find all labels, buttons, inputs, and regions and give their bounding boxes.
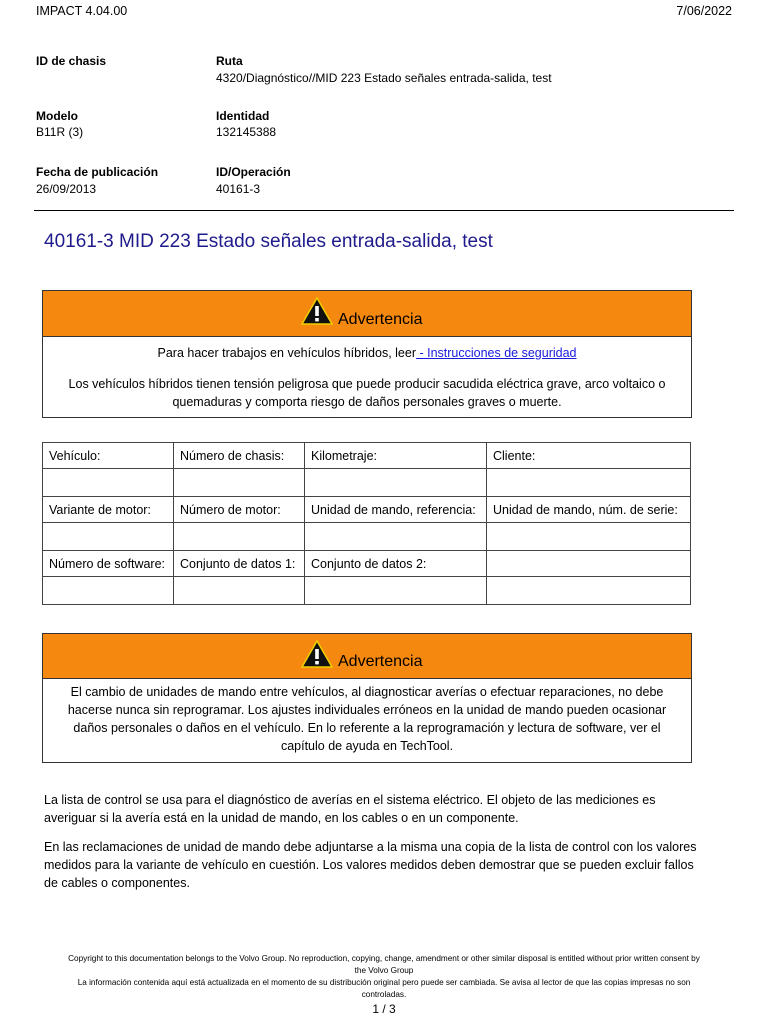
paragraph-claims	[44, 838, 709, 892]
table-cell-empty[interactable]	[487, 577, 691, 605]
table-cell-empty[interactable]	[43, 523, 174, 551]
warning-triangle-icon	[301, 297, 333, 325]
warning-line: daños personales o daños en el vehículo. En lo referente a la reprogramación y lectura de software, ver el	[73, 721, 661, 735]
table-cell: Cliente:	[487, 443, 691, 469]
paragraph-line: medidos para la variante de vehículo en cuestión. Los valores medidos deben demostrar que se pueden excluir fallos	[44, 858, 694, 872]
warning-box-hybrid	[42, 290, 692, 418]
table-row-empty	[43, 469, 691, 497]
warning-body	[43, 679, 691, 755]
app-version: IMPACT 4.04.00	[36, 4, 128, 18]
table-cell-empty[interactable]	[305, 523, 487, 551]
header-divider	[34, 210, 734, 211]
paragraph-line: averiguar si la avería está en la unidad de mando, en los cables o en un componente.	[44, 811, 519, 825]
operation-id-label: ID/Operación	[216, 165, 291, 179]
page-title: 40161-3 MID 223 Estado señales entrada-salida, test	[44, 231, 493, 252]
route-label: Ruta	[216, 54, 243, 68]
paragraph-checklist	[44, 791, 709, 827]
safety-instructions-link[interactable]: - Instrucciones de seguridad	[415, 346, 577, 360]
footer-info: La información contenida aquí está actualizada en el momento de su distribución original pero puede ser cambiada. Se avisa al lector de que las copias impresas no son	[77, 978, 691, 987]
table-cell-empty[interactable]	[487, 523, 691, 551]
table-cell: Vehículo:	[43, 443, 174, 469]
paragraph-line: La lista de control se usa para el diagnóstico de averías en el sistema eléctrico. El objeto de las mediciones es	[44, 793, 656, 807]
table-row	[43, 551, 691, 577]
table-row	[43, 443, 691, 469]
table-row-empty	[43, 577, 691, 605]
model-label: Modelo	[36, 109, 78, 123]
identity-label: Identidad	[216, 109, 270, 123]
table-cell	[487, 551, 691, 577]
model-value: B11R (3)	[36, 125, 84, 139]
chassis-id-label: ID de chasis	[36, 54, 107, 68]
table-cell: Conjunto de datos 2:	[305, 551, 487, 577]
table-cell-empty[interactable]	[174, 523, 305, 551]
warning-line-2a: Los vehículos híbridos tienen tensión peligrosa que puede producir sacudida eléctrica grave, arco voltaico o	[68, 377, 666, 391]
warning-line: El cambio de unidades de mando entre vehículos, al diagnosticar averías o efectuar reparaciones, no debe	[70, 685, 664, 699]
table-cell: Número de chasis:	[174, 443, 305, 469]
warning-triangle-icon	[301, 640, 333, 668]
footer-notice	[30, 953, 738, 1001]
table-cell-empty[interactable]	[305, 577, 487, 605]
warning-box-control-unit	[42, 633, 692, 763]
paragraph-line: de cables o componentes.	[44, 876, 190, 890]
footer-copyright-owner: the Volvo Group	[354, 966, 414, 975]
table-cell-empty[interactable]	[174, 469, 305, 497]
warning-header	[43, 634, 691, 679]
table-row	[43, 497, 691, 523]
paragraph-line: En las reclamaciones de unidad de mando debe adjuntarse a la misma una copia de la lista de control con los valores	[44, 840, 697, 854]
publication-date-value: 26/09/2013	[36, 182, 97, 196]
table-cell: Unidad de mando, referencia:	[305, 497, 487, 523]
table-cell: Número de software:	[43, 551, 174, 577]
identity-value: 132145388	[216, 125, 277, 139]
warning-line-1	[53, 344, 681, 362]
vehicle-info-table	[42, 442, 691, 605]
table-cell-empty[interactable]	[174, 577, 305, 605]
warning-line-2b: quemaduras y comporta riesgo de daños personales graves o muerte.	[172, 395, 562, 409]
table-cell-empty[interactable]	[305, 469, 487, 497]
warning-title: Advertencia	[338, 653, 423, 670]
warning-header	[43, 291, 691, 337]
table-cell: Conjunto de datos 1:	[174, 551, 305, 577]
warning-title: Advertencia	[338, 311, 423, 328]
warning-body	[43, 337, 691, 411]
warning-line: capítulo de ayuda en TechTool.	[280, 739, 454, 753]
page-number: 1 / 3	[372, 1002, 396, 1016]
table-cell: Kilometraje:	[305, 443, 487, 469]
table-cell-empty[interactable]	[43, 577, 174, 605]
table-cell: Variante de motor:	[43, 497, 174, 523]
footer-copyright: Copyright to this documentation belongs to the Volvo Group. No reproduction, copying, change, amendment or other similar disposal is entitled without prior written consent by	[68, 954, 700, 963]
table-cell: Número de motor:	[174, 497, 305, 523]
table-cell-empty[interactable]	[487, 469, 691, 497]
print-date: 7/06/2022	[676, 4, 732, 18]
table-cell: Unidad de mando, núm. de serie:	[487, 497, 691, 523]
table-cell-empty[interactable]	[43, 469, 174, 497]
operation-id-value: 40161-3	[216, 182, 261, 196]
route-value: 4320/Diagnóstico//MID 223 Estado señales entrada-salida, test	[216, 71, 552, 85]
warning-text-prefix: Para hacer trabajos en vehículos híbridos, leer	[157, 346, 416, 360]
publication-date-label: Fecha de publicación	[36, 165, 159, 179]
footer-info-end: controladas.	[361, 990, 407, 999]
warning-line: hacerse nunca sin reprogramar. Los ajustes individuales erróneos en la unidad de mando pueden ocasionar	[67, 703, 667, 717]
table-row-empty	[43, 523, 691, 551]
